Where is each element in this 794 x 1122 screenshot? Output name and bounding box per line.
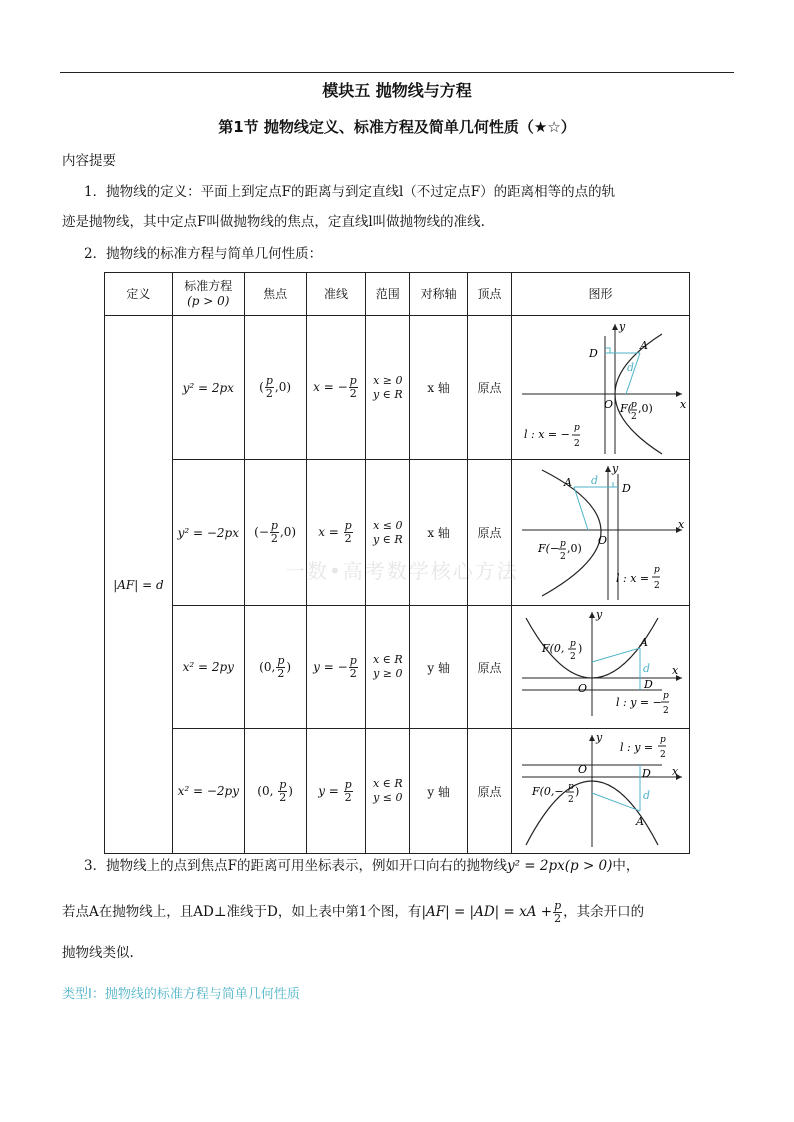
graph-down-opening — [512, 729, 688, 850]
vertex-cell: 原点 — [468, 729, 512, 854]
equation-cell: x² = −2py — [172, 729, 244, 854]
vertex-cell: 原点 — [468, 606, 512, 729]
point1-line1: 1．抛物线的定义：平面上到定点F的距离与到定直线l（不过定点F）的距离相等的点的轨 — [84, 184, 616, 200]
axis-cell: y 轴 — [410, 729, 468, 854]
svg-text:2: 2 — [568, 795, 575, 805]
svg-text:y: y — [596, 608, 603, 621]
svg-text:D: D — [589, 347, 599, 360]
vertex-cell: 原点 — [468, 316, 512, 460]
svg-text:F(−: F(− — [538, 542, 560, 555]
point3-line1: 3．抛物线上的点到焦点F的距离可用坐标表示，例如开口向右的抛物线y² = 2px(p > 0)中， — [84, 858, 640, 874]
module-title: 模块五 抛物线与方程 — [322, 81, 472, 100]
header-directrix: 准线 — [306, 273, 366, 316]
svg-text:O: O — [578, 682, 588, 695]
definition-cell: |AF| = d — [105, 316, 173, 854]
svg-text:d: d — [643, 662, 651, 675]
header-graph: 图形 — [511, 273, 689, 316]
graph-cell — [511, 460, 689, 606]
watermark: 一数•高考数学核心方法 — [285, 559, 519, 583]
svg-text:D: D — [622, 482, 632, 495]
svg-text:x: x — [672, 765, 679, 778]
segment-AF — [592, 793, 640, 811]
x-axis-arrow-icon — [676, 391, 682, 397]
table-row — [105, 460, 690, 606]
range-cell: x ∈ R y ≤ 0 — [366, 729, 410, 854]
equation-cell: x² = 2py — [172, 606, 244, 729]
svg-text:O: O — [604, 398, 614, 411]
vertex-cell: 原点 — [468, 460, 512, 606]
header-vertex: 顶点 — [468, 273, 512, 316]
svg-text:): ) — [575, 785, 580, 798]
svg-text:A: A — [636, 815, 645, 828]
graph-up-opening — [512, 606, 688, 725]
y-axis-arrow-icon — [589, 735, 595, 741]
svg-text:y: y — [612, 462, 619, 475]
svg-text:p: p — [560, 539, 567, 549]
header-axis: 对称轴 — [410, 273, 468, 316]
svg-text:): ) — [578, 642, 583, 655]
point3-line2: 若点A在抛物线上，且AD⊥准线于D，如上表中第1个图，有|AF| = |AD| = xA + $\frac{p}{2}$ ，其余开口的 — [62, 899, 645, 925]
equation-cell: y² = −2px — [172, 460, 244, 606]
svg-text:F(0,−: F(0,− — [532, 785, 565, 798]
y-axis-arrow-icon — [612, 324, 618, 330]
svg-text:p: p — [631, 400, 638, 410]
point1-line2: 迹是抛物线，其中定点F叫做抛物线的焦点，定直线l叫做抛物线的准线. — [62, 214, 485, 230]
axis-cell: y 轴 — [410, 606, 468, 729]
directrix-cell: x = $\frac{p}{2}$ — [306, 460, 366, 606]
y-axis-arrow-icon — [589, 612, 595, 618]
table-row — [105, 316, 690, 460]
table-header-row — [105, 273, 690, 316]
svg-text:F(0,: F(0, — [542, 642, 565, 655]
focus-cell: (0, $\frac{p}{2}$ ) — [244, 606, 306, 729]
svg-text:y: y — [596, 731, 603, 744]
table-row — [105, 606, 690, 729]
graph-left-opening — [512, 460, 688, 602]
svg-text:d: d — [591, 474, 599, 487]
svg-text:l : y =: l : y = — [620, 741, 654, 754]
svg-text:p: p — [568, 782, 575, 792]
directrix-cell: y = − $\frac{p}{2}$ — [306, 606, 366, 729]
focus-cell: (0, $\frac{p}{2}$ ) — [244, 729, 306, 854]
focus-cell: (− $\frac{p}{2}$ ,0) — [244, 460, 306, 606]
svg-text:2: 2 — [663, 706, 670, 716]
point3-line3: 抛物线类似. — [62, 945, 134, 961]
y-axis-arrow-icon — [605, 466, 611, 472]
svg-text:p: p — [574, 423, 581, 433]
range-cell: x ∈ R y ≥ 0 — [366, 606, 410, 729]
range-cell: x ≥ 0 y ∈ R — [366, 316, 410, 460]
svg-text:x: x — [678, 518, 685, 531]
svg-text:d: d — [643, 789, 651, 802]
svg-text:2: 2 — [654, 581, 661, 591]
graph-cell — [511, 606, 689, 729]
svg-text:p: p — [570, 639, 577, 649]
axis-cell: x 轴 — [410, 460, 468, 606]
header-range: 范围 — [366, 273, 410, 316]
segment-AF — [574, 487, 588, 530]
svg-text:O: O — [578, 763, 588, 776]
svg-text:2: 2 — [560, 552, 567, 562]
header-rule — [60, 72, 734, 73]
focus-cell: ( $\frac{p}{2}$ ,0) — [244, 316, 306, 460]
svg-text:d: d — [627, 361, 635, 374]
table-row — [105, 729, 690, 854]
svg-text:y: y — [619, 320, 626, 333]
equation-cell: y² = 2px — [172, 316, 244, 460]
svg-text:2: 2 — [570, 652, 577, 662]
svg-text:,0): ,0) — [567, 542, 583, 555]
svg-text:A: A — [564, 476, 573, 489]
directrix-cell: y = $\frac{p}{2}$ — [306, 729, 366, 854]
graph-right-opening — [512, 316, 688, 456]
svg-text:p: p — [663, 691, 670, 701]
svg-text:,0): ,0) — [638, 402, 654, 415]
svg-text:l : x = −: l : x = − — [524, 428, 571, 441]
graph-cell — [511, 316, 689, 460]
directrix-cell: x = − $\frac{p}{2}$ — [306, 316, 366, 460]
intro-label: 内容提要 — [62, 153, 116, 169]
svg-text:l : x =: l : x = — [616, 572, 650, 585]
svg-text:D: D — [642, 767, 652, 780]
svg-text:F(: F( — [620, 402, 633, 415]
svg-text:x: x — [672, 664, 679, 677]
svg-text:2: 2 — [574, 439, 581, 449]
axis-cell: x 轴 — [410, 316, 468, 460]
range-cell: x ≤ 0 y ∈ R — [366, 460, 410, 606]
svg-text:O: O — [598, 534, 608, 547]
section-title: 第1节 抛物线定义、标准方程及简单几何性质（★☆） — [218, 118, 576, 136]
svg-text:p: p — [660, 735, 667, 745]
header-equation: 标准方程 (p > 0) — [172, 273, 244, 316]
svg-text:D: D — [644, 678, 654, 691]
type-heading: 类型Ⅰ：抛物线的标准方程与简单几何性质 — [62, 987, 300, 1002]
svg-text:2: 2 — [660, 750, 667, 760]
header-definition: 定义 — [105, 273, 173, 316]
parabola-properties-table — [104, 272, 690, 854]
point2-text: 2．抛物线的标准方程与简单几何性质： — [84, 246, 323, 262]
svg-text:x: x — [680, 398, 687, 411]
right-angle-mark — [605, 348, 610, 353]
svg-text:A: A — [640, 636, 649, 649]
graph-cell — [511, 729, 689, 854]
svg-text:l : y = −: l : y = − — [616, 696, 663, 709]
header-focus: 焦点 — [244, 273, 306, 316]
svg-text:A: A — [640, 339, 649, 352]
svg-text:p: p — [654, 565, 661, 575]
svg-text:2: 2 — [631, 412, 638, 422]
